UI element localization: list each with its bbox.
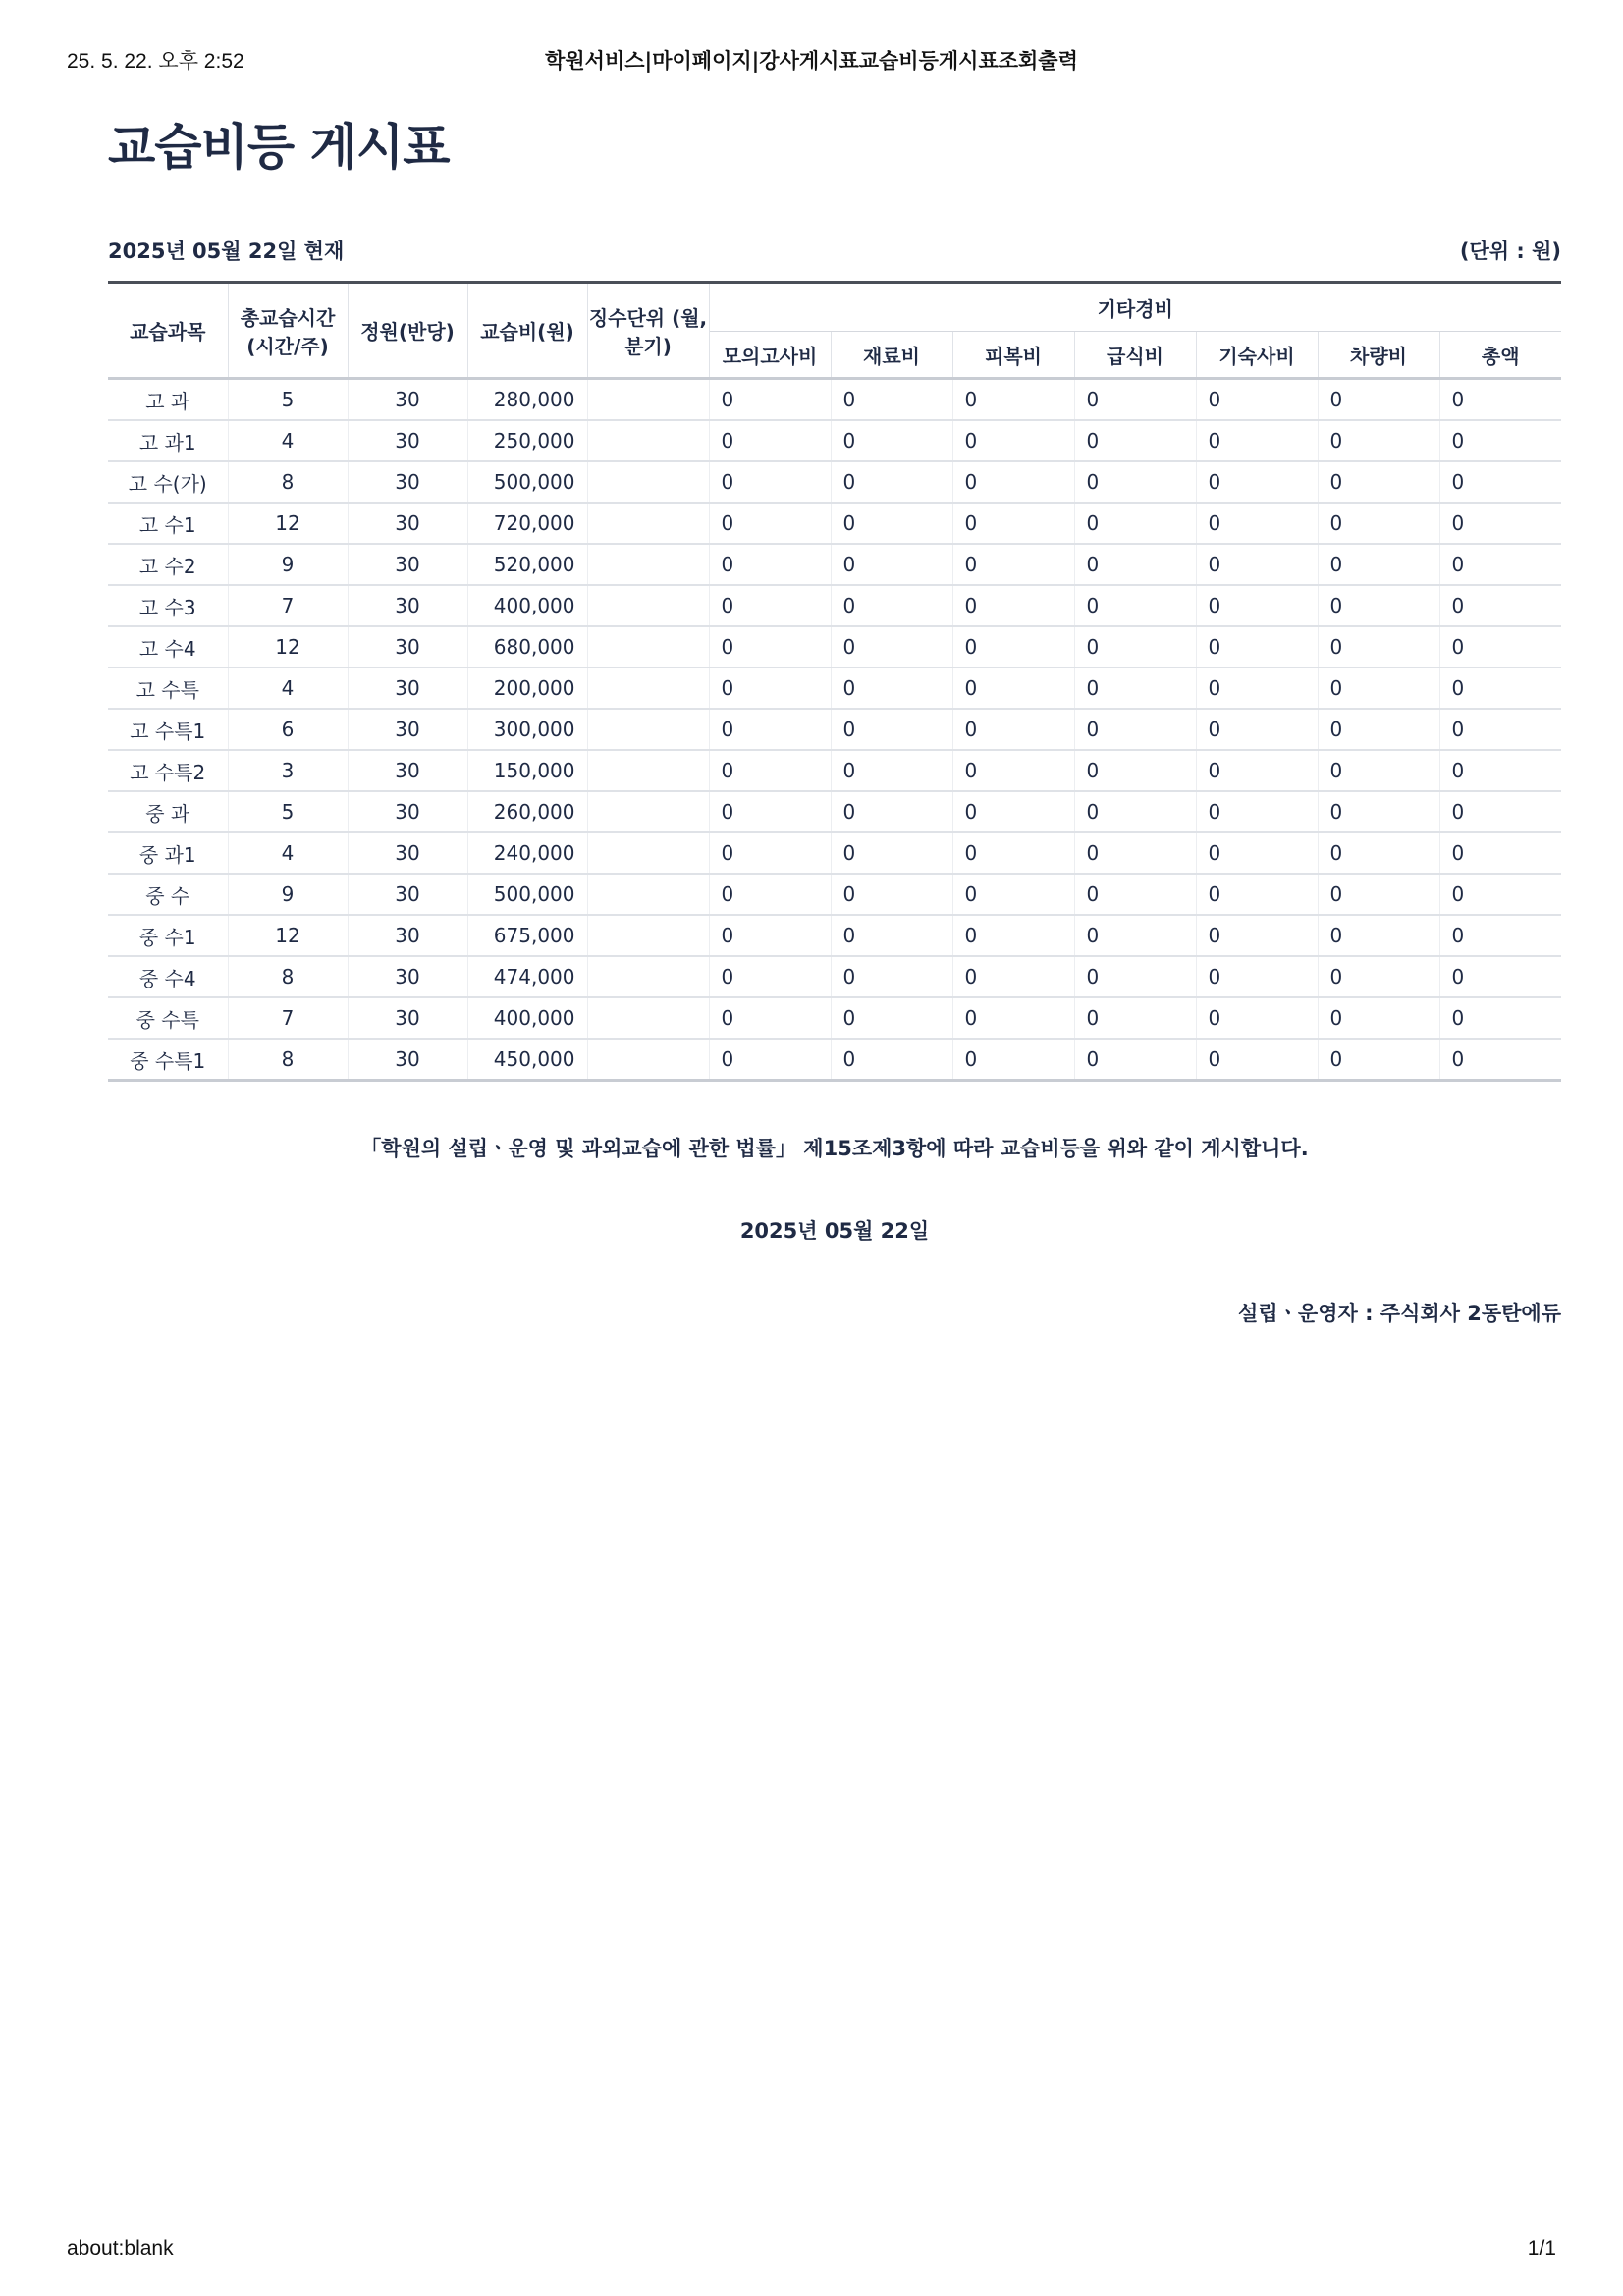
cell-mock-exam-fee: 0 <box>709 956 831 997</box>
print-page-title: 학원서비스|마이페이지|강사게시표교습비등게시표조회출력 <box>545 49 1078 73</box>
cell-dormitory-fee: 0 <box>1196 461 1318 503</box>
print-datetime: 25. 5. 22. 오후 2:52 <box>67 50 244 73</box>
cell-vehicle-fee: 0 <box>1318 915 1439 956</box>
cell-capacity: 30 <box>348 709 467 750</box>
cell-dormitory-fee: 0 <box>1196 503 1318 544</box>
cell-tuition: 400,000 <box>467 997 587 1039</box>
cell-meal-fee: 0 <box>1074 1039 1196 1081</box>
cell-total-hours: 4 <box>228 667 348 709</box>
cell-tuition: 450,000 <box>467 1039 587 1081</box>
cell-collection-unit <box>587 585 709 626</box>
table-row <box>108 791 1561 832</box>
cell-total-hours: 4 <box>228 420 348 461</box>
cell-capacity: 30 <box>348 420 467 461</box>
cell-capacity: 30 <box>348 544 467 585</box>
cell-mock-exam-fee: 0 <box>709 750 831 791</box>
cell-subject: 중 과 <box>108 791 228 832</box>
cell-total-hours: 9 <box>228 874 348 915</box>
cell-dormitory-fee: 0 <box>1196 544 1318 585</box>
cell-subject: 중 과1 <box>108 832 228 874</box>
cell-subject: 중 수특 <box>108 997 228 1039</box>
cell-capacity: 30 <box>348 585 467 626</box>
print-page-number: 1/1 <box>1527 2237 1556 2260</box>
cell-vehicle-fee: 0 <box>1318 832 1439 874</box>
cell-meal-fee: 0 <box>1074 626 1196 667</box>
cell-mock-exam-fee: 0 <box>709 874 831 915</box>
cell-total-amount: 0 <box>1439 420 1561 461</box>
cell-vehicle-fee: 0 <box>1318 420 1439 461</box>
cell-subject: 고 수특 <box>108 667 228 709</box>
cell-vehicle-fee: 0 <box>1318 626 1439 667</box>
table-row <box>108 915 1561 956</box>
cell-collection-unit <box>587 709 709 750</box>
cell-subject: 고 과 <box>108 379 228 421</box>
cell-subject: 고 과1 <box>108 420 228 461</box>
header-dormitory-fee: 기숙사비 <box>1196 332 1318 379</box>
cell-total-hours: 6 <box>228 709 348 750</box>
cell-subject: 고 수특2 <box>108 750 228 791</box>
cell-clothing-fee: 0 <box>952 585 1074 626</box>
cell-material-fee: 0 <box>831 915 952 956</box>
cell-meal-fee: 0 <box>1074 750 1196 791</box>
cell-tuition: 200,000 <box>467 667 587 709</box>
cell-collection-unit <box>587 956 709 997</box>
cell-material-fee: 0 <box>831 420 952 461</box>
cell-dormitory-fee: 0 <box>1196 1039 1318 1081</box>
cell-total-hours: 12 <box>228 626 348 667</box>
cell-dormitory-fee: 0 <box>1196 874 1318 915</box>
cell-total-hours: 9 <box>228 544 348 585</box>
cell-vehicle-fee: 0 <box>1318 585 1439 626</box>
cell-vehicle-fee: 0 <box>1318 709 1439 750</box>
cell-material-fee: 0 <box>831 832 952 874</box>
cell-clothing-fee: 0 <box>952 626 1074 667</box>
cell-total-hours: 8 <box>228 956 348 997</box>
cell-collection-unit <box>587 997 709 1039</box>
operator-info: 설립ㆍ운영자 : 주식회사 2동탄에듀 <box>1238 1302 1561 1325</box>
cell-meal-fee: 0 <box>1074 915 1196 956</box>
cell-vehicle-fee: 0 <box>1318 379 1439 421</box>
meta-row <box>108 236 1561 269</box>
tuition-table <box>108 281 1561 1082</box>
cell-subject: 고 수2 <box>108 544 228 585</box>
cell-vehicle-fee: 0 <box>1318 997 1439 1039</box>
cell-meal-fee: 0 <box>1074 503 1196 544</box>
cell-collection-unit <box>587 874 709 915</box>
header-subject: 교습과목 <box>108 283 228 379</box>
cell-collection-unit <box>587 420 709 461</box>
legal-notice: 「학원의 설립ㆍ운영 및 과외교습에 관한 법률」 제15조제3항에 따라 교습비등을 위와 같이 게시합니다. <box>360 1137 1309 1160</box>
table-row <box>108 503 1561 544</box>
table-row <box>108 585 1561 626</box>
page-title: 교습비등 게시표 <box>108 119 450 176</box>
cell-capacity: 30 <box>348 1039 467 1081</box>
cell-subject: 고 수(가) <box>108 461 228 503</box>
table-row <box>108 544 1561 585</box>
table-body <box>108 379 1561 1081</box>
cell-tuition: 500,000 <box>467 461 587 503</box>
cell-mock-exam-fee: 0 <box>709 997 831 1039</box>
cell-tuition: 280,000 <box>467 379 587 421</box>
cell-subject: 고 수1 <box>108 503 228 544</box>
print-header <box>67 45 1556 77</box>
cell-mock-exam-fee: 0 <box>709 585 831 626</box>
cell-collection-unit <box>587 626 709 667</box>
cell-total-hours: 8 <box>228 461 348 503</box>
cell-vehicle-fee: 0 <box>1318 544 1439 585</box>
cell-clothing-fee: 0 <box>952 997 1074 1039</box>
header-tuition: 교습비(원) <box>467 283 587 379</box>
header-mock-exam-fee: 모의고사비 <box>709 332 831 379</box>
unit-label: (단위 : 원) <box>1459 240 1561 263</box>
as-of-date: 2025년 05월 22일 현재 <box>108 240 345 263</box>
cell-clothing-fee: 0 <box>952 874 1074 915</box>
cell-clothing-fee: 0 <box>952 544 1074 585</box>
posted-date: 2025년 05월 22일 <box>739 1219 930 1243</box>
cell-vehicle-fee: 0 <box>1318 791 1439 832</box>
cell-clothing-fee: 0 <box>952 420 1074 461</box>
cell-collection-unit <box>587 832 709 874</box>
cell-total-hours: 7 <box>228 585 348 626</box>
cell-collection-unit <box>587 379 709 421</box>
cell-collection-unit <box>587 1039 709 1081</box>
cell-dormitory-fee: 0 <box>1196 956 1318 997</box>
cell-capacity: 30 <box>348 379 467 421</box>
cell-tuition: 520,000 <box>467 544 587 585</box>
cell-total-amount: 0 <box>1439 544 1561 585</box>
cell-tuition: 474,000 <box>467 956 587 997</box>
cell-mock-exam-fee: 0 <box>709 791 831 832</box>
cell-material-fee: 0 <box>831 461 952 503</box>
cell-total-hours: 5 <box>228 379 348 421</box>
cell-meal-fee: 0 <box>1074 956 1196 997</box>
table-row <box>108 956 1561 997</box>
cell-meal-fee: 0 <box>1074 709 1196 750</box>
table-row <box>108 461 1561 503</box>
cell-vehicle-fee: 0 <box>1318 956 1439 997</box>
cell-dormitory-fee: 0 <box>1196 750 1318 791</box>
table-row <box>108 997 1561 1039</box>
cell-mock-exam-fee: 0 <box>709 915 831 956</box>
cell-subject: 고 수4 <box>108 626 228 667</box>
cell-vehicle-fee: 0 <box>1318 874 1439 915</box>
cell-tuition: 675,000 <box>467 915 587 956</box>
cell-meal-fee: 0 <box>1074 544 1196 585</box>
cell-clothing-fee: 0 <box>952 791 1074 832</box>
cell-tuition: 720,000 <box>467 503 587 544</box>
cell-meal-fee: 0 <box>1074 997 1196 1039</box>
cell-material-fee: 0 <box>831 585 952 626</box>
cell-dormitory-fee: 0 <box>1196 832 1318 874</box>
document-content <box>108 108 1561 1327</box>
cell-total-hours: 12 <box>228 503 348 544</box>
table-row <box>108 667 1561 709</box>
cell-material-fee: 0 <box>831 503 952 544</box>
cell-tuition: 300,000 <box>467 709 587 750</box>
header-other-expenses: 기타경비 <box>709 283 1561 332</box>
cell-tuition: 680,000 <box>467 626 587 667</box>
cell-capacity: 30 <box>348 956 467 997</box>
cell-clothing-fee: 0 <box>952 915 1074 956</box>
header-clothing-fee: 피복비 <box>952 332 1074 379</box>
cell-total-amount: 0 <box>1439 461 1561 503</box>
cell-meal-fee: 0 <box>1074 874 1196 915</box>
cell-dormitory-fee: 0 <box>1196 791 1318 832</box>
cell-dormitory-fee: 0 <box>1196 585 1318 626</box>
header-material-fee: 재료비 <box>831 332 952 379</box>
cell-mock-exam-fee: 0 <box>709 544 831 585</box>
table-row <box>108 750 1561 791</box>
cell-total-amount: 0 <box>1439 1039 1561 1081</box>
cell-total-amount: 0 <box>1439 585 1561 626</box>
cell-total-amount: 0 <box>1439 667 1561 709</box>
cell-total-amount: 0 <box>1439 379 1561 421</box>
cell-collection-unit <box>587 791 709 832</box>
cell-total-amount: 0 <box>1439 997 1561 1039</box>
cell-material-fee: 0 <box>831 667 952 709</box>
cell-clothing-fee: 0 <box>952 503 1074 544</box>
table-row <box>108 420 1561 461</box>
header-vehicle-fee: 차량비 <box>1318 332 1439 379</box>
table-row <box>108 379 1561 421</box>
cell-tuition: 250,000 <box>467 420 587 461</box>
cell-meal-fee: 0 <box>1074 420 1196 461</box>
cell-material-fee: 0 <box>831 544 952 585</box>
cell-subject: 중 수1 <box>108 915 228 956</box>
cell-vehicle-fee: 0 <box>1318 461 1439 503</box>
cell-material-fee: 0 <box>831 791 952 832</box>
cell-meal-fee: 0 <box>1074 791 1196 832</box>
table-row <box>108 832 1561 874</box>
cell-capacity: 30 <box>348 667 467 709</box>
cell-material-fee: 0 <box>831 997 952 1039</box>
cell-total-amount: 0 <box>1439 709 1561 750</box>
cell-collection-unit <box>587 461 709 503</box>
cell-dormitory-fee: 0 <box>1196 379 1318 421</box>
cell-capacity: 30 <box>348 997 467 1039</box>
cell-total-hours: 7 <box>228 997 348 1039</box>
cell-mock-exam-fee: 0 <box>709 709 831 750</box>
cell-vehicle-fee: 0 <box>1318 503 1439 544</box>
cell-total-amount: 0 <box>1439 750 1561 791</box>
cell-meal-fee: 0 <box>1074 585 1196 626</box>
cell-total-amount: 0 <box>1439 874 1561 915</box>
print-url: about:blank <box>67 2237 174 2260</box>
cell-subject: 중 수4 <box>108 956 228 997</box>
cell-total-hours: 3 <box>228 750 348 791</box>
cell-tuition: 400,000 <box>467 585 587 626</box>
cell-total-amount: 0 <box>1439 791 1561 832</box>
header-total-hours: 총교습시간 (시간/주) <box>228 283 348 379</box>
cell-collection-unit <box>587 503 709 544</box>
cell-capacity: 30 <box>348 461 467 503</box>
table-header <box>108 283 1561 379</box>
cell-dormitory-fee: 0 <box>1196 915 1318 956</box>
cell-material-fee: 0 <box>831 956 952 997</box>
cell-collection-unit <box>587 915 709 956</box>
cell-mock-exam-fee: 0 <box>709 461 831 503</box>
cell-subject: 고 수특1 <box>108 709 228 750</box>
table-row <box>108 874 1561 915</box>
cell-capacity: 30 <box>348 750 467 791</box>
cell-material-fee: 0 <box>831 750 952 791</box>
print-footer <box>67 2237 1556 2267</box>
cell-dormitory-fee: 0 <box>1196 626 1318 667</box>
cell-clothing-fee: 0 <box>952 832 1074 874</box>
cell-total-hours: 12 <box>228 915 348 956</box>
cell-capacity: 30 <box>348 626 467 667</box>
cell-tuition: 240,000 <box>467 832 587 874</box>
cell-capacity: 30 <box>348 791 467 832</box>
cell-total-amount: 0 <box>1439 915 1561 956</box>
cell-mock-exam-fee: 0 <box>709 626 831 667</box>
cell-collection-unit <box>587 544 709 585</box>
cell-clothing-fee: 0 <box>952 379 1074 421</box>
cell-total-hours: 4 <box>228 832 348 874</box>
cell-capacity: 30 <box>348 832 467 874</box>
header-capacity: 정원(반당) <box>348 283 467 379</box>
cell-tuition: 150,000 <box>467 750 587 791</box>
cell-total-amount: 0 <box>1439 956 1561 997</box>
cell-mock-exam-fee: 0 <box>709 379 831 421</box>
cell-vehicle-fee: 0 <box>1318 667 1439 709</box>
cell-collection-unit <box>587 750 709 791</box>
cell-collection-unit <box>587 667 709 709</box>
header-total-amount: 총액 <box>1439 332 1561 379</box>
cell-meal-fee: 0 <box>1074 379 1196 421</box>
cell-clothing-fee: 0 <box>952 667 1074 709</box>
table-row <box>108 626 1561 667</box>
cell-mock-exam-fee: 0 <box>709 503 831 544</box>
table-row <box>108 709 1561 750</box>
cell-capacity: 30 <box>348 874 467 915</box>
cell-material-fee: 0 <box>831 1039 952 1081</box>
cell-total-amount: 0 <box>1439 503 1561 544</box>
cell-subject: 중 수특1 <box>108 1039 228 1081</box>
cell-clothing-fee: 0 <box>952 956 1074 997</box>
cell-total-hours: 8 <box>228 1039 348 1081</box>
cell-capacity: 30 <box>348 915 467 956</box>
cell-vehicle-fee: 0 <box>1318 1039 1439 1081</box>
cell-material-fee: 0 <box>831 626 952 667</box>
cell-total-amount: 0 <box>1439 626 1561 667</box>
cell-dormitory-fee: 0 <box>1196 667 1318 709</box>
cell-total-amount: 0 <box>1439 832 1561 874</box>
header-collection-unit: 징수단위 (월, 분기) <box>587 283 709 379</box>
header-meal-fee: 급식비 <box>1074 332 1196 379</box>
cell-clothing-fee: 0 <box>952 461 1074 503</box>
cell-mock-exam-fee: 0 <box>709 1039 831 1081</box>
cell-total-hours: 5 <box>228 791 348 832</box>
cell-mock-exam-fee: 0 <box>709 667 831 709</box>
cell-material-fee: 0 <box>831 709 952 750</box>
cell-clothing-fee: 0 <box>952 750 1074 791</box>
cell-subject: 고 수3 <box>108 585 228 626</box>
cell-mock-exam-fee: 0 <box>709 420 831 461</box>
cell-subject: 중 수 <box>108 874 228 915</box>
cell-clothing-fee: 0 <box>952 1039 1074 1081</box>
cell-dormitory-fee: 0 <box>1196 709 1318 750</box>
table-row <box>108 1039 1561 1081</box>
cell-dormitory-fee: 0 <box>1196 997 1318 1039</box>
cell-dormitory-fee: 0 <box>1196 420 1318 461</box>
cell-meal-fee: 0 <box>1074 832 1196 874</box>
cell-material-fee: 0 <box>831 874 952 915</box>
cell-tuition: 500,000 <box>467 874 587 915</box>
cell-clothing-fee: 0 <box>952 709 1074 750</box>
cell-meal-fee: 0 <box>1074 667 1196 709</box>
cell-material-fee: 0 <box>831 379 952 421</box>
cell-meal-fee: 0 <box>1074 461 1196 503</box>
cell-tuition: 260,000 <box>467 791 587 832</box>
cell-capacity: 30 <box>348 503 467 544</box>
cell-vehicle-fee: 0 <box>1318 750 1439 791</box>
cell-mock-exam-fee: 0 <box>709 832 831 874</box>
